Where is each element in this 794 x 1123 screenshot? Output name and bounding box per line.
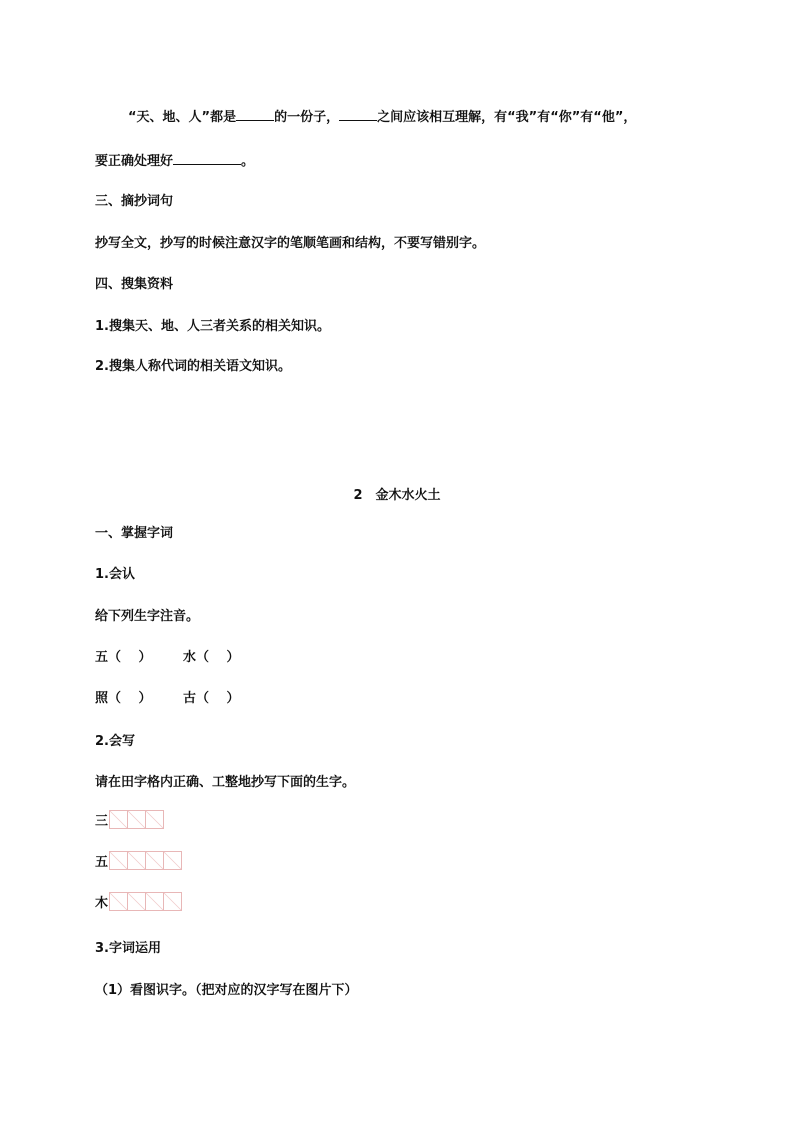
- tianzige-cell[interactable]: [127, 810, 146, 829]
- write-row-2: [95, 851, 182, 870]
- write-char: 木: [95, 896, 109, 911]
- write-char: 五: [95, 855, 109, 870]
- tianzige-cell[interactable]: [163, 892, 182, 911]
- pinyin-char: 水: [183, 650, 197, 665]
- write-row-3: [95, 892, 182, 911]
- intro-text-part1: “天、地、人”都是: [128, 110, 237, 125]
- pinyin-char: 五: [95, 650, 109, 665]
- pinyin-row-1: [95, 650, 240, 666]
- pinyin-item: [95, 650, 183, 666]
- write-row-1: [95, 810, 164, 829]
- section4-item-1: 1.搜集天、地、人三者关系的相关知识。: [95, 319, 330, 334]
- pinyin-item: [183, 691, 240, 707]
- tianzige-cell[interactable]: [145, 851, 164, 870]
- intro-line: [128, 108, 636, 126]
- tianzige-cell[interactable]: [109, 810, 128, 829]
- tianzige-grid[interactable]: [109, 810, 164, 829]
- tianzige-cell[interactable]: [127, 851, 146, 870]
- pinyin-answer-box[interactable]: （ ）: [196, 650, 240, 665]
- tianzige-cell[interactable]: [163, 851, 182, 870]
- intro2-text-part2: 。: [241, 154, 255, 169]
- tianzige-grid[interactable]: [109, 851, 182, 870]
- section4-title: 四、搜集资料: [95, 277, 174, 292]
- pinyin-row-2: [95, 691, 240, 707]
- tianzige-cell[interactable]: [127, 892, 146, 911]
- sub2-title: 2.会写: [95, 734, 135, 749]
- fill-blank-1[interactable]: [236, 108, 274, 121]
- pinyin-answer-box[interactable]: （ ）: [108, 650, 152, 665]
- write-char: 三: [95, 814, 109, 829]
- sub2-instruction: 请在田字格内正确、工整地抄写下面的生字。: [95, 775, 356, 790]
- intro-text-part2: 的一份子，: [274, 110, 340, 125]
- tianzige-cell[interactable]: [109, 851, 128, 870]
- pinyin-answer-box[interactable]: （ ）: [108, 691, 152, 706]
- part1-title: 一、掌握字词: [95, 526, 174, 541]
- sub3-question-1: （1）看图识字。（把对应的汉字写在图片下）: [95, 983, 358, 998]
- tianzige-cell[interactable]: [145, 810, 164, 829]
- intro-text-part3: 之间应该相互理解，有“我”有“你”有“他”，: [377, 110, 637, 125]
- section3-title: 三、摘抄词句: [95, 194, 174, 209]
- intro2-text-part1: 要正确处理好: [95, 154, 174, 169]
- pinyin-item: [95, 691, 183, 707]
- lesson-title: 2 金木水火土: [353, 488, 441, 503]
- pinyin-answer-box[interactable]: （ ）: [196, 691, 240, 706]
- tianzige-cell[interactable]: [145, 892, 164, 911]
- section3-text: 抄写全文，抄写的时候注意汉字的笔顺笔画和结构，不要写错别字。: [95, 236, 486, 251]
- pinyin-item: [183, 650, 240, 666]
- fill-blank-2[interactable]: [339, 108, 377, 121]
- sub3-title: 3.字词运用: [95, 941, 161, 956]
- sub1-title: 1.会认: [95, 567, 135, 582]
- tianzige-grid[interactable]: [109, 892, 182, 911]
- sub1-instruction: 给下列生字注音。: [95, 609, 200, 624]
- pinyin-char: 照: [95, 691, 109, 706]
- section4-item-2: 2.搜集人称代词的相关语文知识。: [95, 359, 291, 374]
- tianzige-cell[interactable]: [109, 892, 128, 911]
- intro-line-2: [95, 152, 254, 170]
- pinyin-char: 古: [183, 691, 197, 706]
- fill-blank-3[interactable]: [173, 152, 241, 165]
